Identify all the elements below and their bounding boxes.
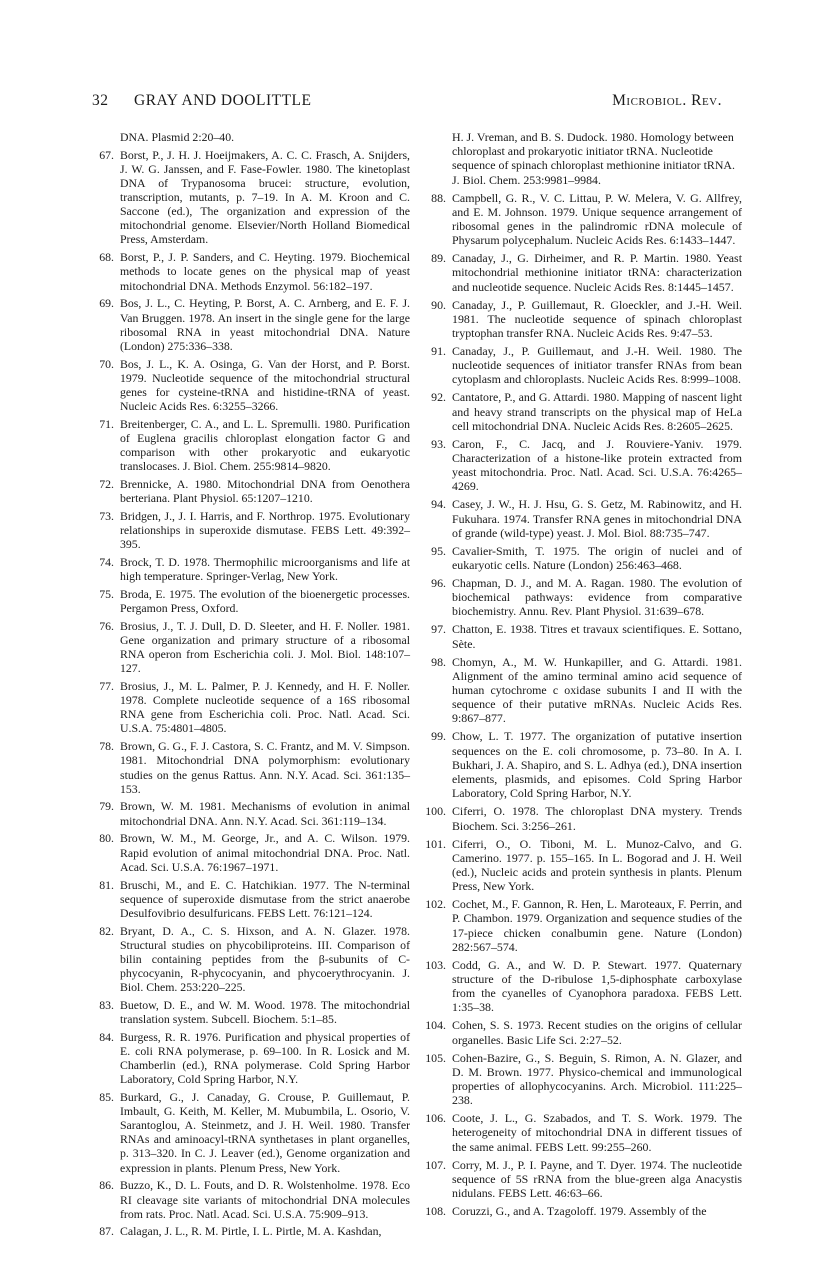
reference-text: Bos, J. L., K. A. Osinga, G. Van der Horst, and P. Borst. 1979. Nucleotide sequence of the mitochondrial structural genes for cysteine-tRNA and histidine-tRNA of yeast. Nucleic Acids Res. 6:3255–3266. [120, 356, 410, 413]
reference-number: 74. [99, 555, 114, 569]
reference-text: Cohen, S. S. 1973. Recent studies on the origins of cellular organelles. Basic Life Sci. 2:27–52. [452, 1018, 742, 1047]
reference-text: Codd, G. A., and W. D. P. Stewart. 1977. Quaternary structure of the D-ribulose 1,5-diphosphate carboxylase from the cyanelles of Cyanophora paradoxa. FEBS Lett. 1:35–38. [452, 957, 742, 1015]
reference-number: 85. [99, 1090, 114, 1105]
reference-text: Ciferri, O. 1978. The chloroplast DNA mystery. Trends Biochem. Sci. 3:256–261. [452, 804, 742, 833]
reference-text: Borst, P., J. H. J. Hoeijmakers, A. C. C. Frasch, A. Snijders, J. W. G. Janssen, and F. Fase-Fowler. 1980. The kinetoplast DNA of Trypanosoma brucei: structure, evolution, transcription, mutants, p. 7–19. In A. M. Kroon and C. Saccone (ed.), The organization and expression of the mitochondrial genome. Elsevier/North Holland Biomedical Press, Amsterdam. [120, 147, 410, 247]
reference-entry [92, 924, 410, 994]
reference-number: 72. [99, 476, 114, 491]
reference-entry [92, 831, 410, 873]
reference-number: 105. [425, 1050, 446, 1065]
reference-entry [424, 729, 742, 800]
reference-text: Calagan, J. L., R. M. Pirtle, I. L. Pirtle, M. A. Kashdan, [120, 1224, 382, 1239]
reference-entry [92, 250, 410, 292]
reference-entry [92, 739, 410, 795]
reference-entry [92, 148, 410, 247]
reference-entry [92, 1178, 410, 1220]
reference-entry [424, 1111, 742, 1154]
reference-text: Cantatore, P., and G. Attardi. 1980. Mapping of nascent light and heavy strand transcripts on the physical map of HeLa cell mitochondrial DNA. Nucleic Acids Res. 8:2605–2625. [452, 390, 742, 433]
reference-text: Canaday, J., P. Guillemaut, R. Gloeckler, and J.-H. Weil. 1981. The nucleotide sequence of spinach chloroplast tryptophan transfer RNA. Nucleic Acids Res. 9:47–53. [452, 297, 742, 341]
reference-number: 98. [431, 654, 446, 669]
reference-number: 90. [431, 297, 446, 312]
reference-entry [424, 958, 742, 1015]
reference-number: 68. [99, 250, 114, 265]
reference-text: Brown, W. M. 1981. Mechanisms of evolution in animal mitochondrial DNA. Ann. N.Y. Acad. Sci. 361:119–134. [120, 799, 410, 828]
reference-entry [92, 509, 410, 551]
reference-continuation: H. J. Vreman, and B. S. Dudock. 1980. Homology between chloroplast and prokaryotic initiator tRNA. Nucleotide sequence of spinach chloroplast methionine initiator tRNA. J. Biol. Chem. 253:9981–9984. [452, 130, 735, 187]
reference-number: 93. [431, 436, 446, 451]
reference-entry [424, 897, 742, 954]
reference-text: Caron, F., C. Jacq, and J. Rouviere-Yaniv. 1979. Characterization of a histone-like protein extracted from yeast mitochondria. Proc. Natl. Acad. Sci. U.S.A. 76:4265–4269. [452, 436, 742, 494]
reference-number: 83. [99, 997, 114, 1012]
reference-number: 71. [99, 416, 114, 431]
reference-entry [92, 417, 410, 473]
reference-entry [424, 804, 742, 832]
page-number: 32 [92, 92, 109, 109]
reference-number: 97. [431, 622, 446, 637]
reference-entry [92, 1224, 410, 1238]
reference-entry [92, 799, 410, 827]
reference-continuation: DNA. Plasmid 2:20–40. [120, 130, 235, 144]
reference-number: 108. [425, 1203, 446, 1218]
reference-text: Coote, J. L., G. Szabados, and T. S. Work. 1979. The heterogeneity of mitochondrial DNA in different tissues of the same animal. FEBS Lett. 99:255–260. [452, 1111, 742, 1154]
reference-number: 102. [425, 897, 446, 912]
reference-text: Chapman, D. J., and M. A. Ragan. 1980. The evolution of biochemical pathways: evidence from comparative biochemistry. Annu. Rev. Plant Physiol. 31:639–678. [452, 576, 742, 619]
reference-text: Canaday, J., G. Dirheimer, and R. P. Martin. 1980. Yeast mitochondrial methionine initiator tRNA: characterization and nucleotide sequence. Nucleic Acids Res. 8:1445–1457. [452, 251, 742, 294]
reference-number: 86. [99, 1178, 114, 1193]
reference-text: Broda, E. 1975. The evolution of the bioenergetic processes. Pergamon Press, Oxford. [120, 586, 410, 616]
reference-entry [424, 1204, 742, 1218]
reference-number: 80. [99, 831, 114, 846]
reference-entry [92, 1090, 410, 1175]
reference-number: 104. [425, 1018, 446, 1033]
page-header [92, 92, 722, 114]
reference-number: 89. [431, 251, 446, 266]
reference-text: Bryant, D. A., C. S. Hixson, and A. N. Glazer. 1978. Structural studies on phycobiliproteins. III. Comparison of bilin containing peptides from the β-subunits of C-phycocyanin, R-phycocyanin, and phycoerythrocyanin. J. Biol. Chem. 253:220–225. [120, 923, 410, 994]
reference-entry [92, 878, 410, 920]
reference-entry [92, 477, 410, 505]
reference-number: 78. [99, 739, 114, 754]
reference-text: Campbell, G. R., V. C. Littau, P. W. Melera, V. G. Allfrey, and E. M. Johnson. 1979. Unique sequence arrangement of ribosomal genes in the palindromic rDNA molecule of Physarum polycephalum. Nucleic Acids Res. 6:1433–1447. [452, 190, 742, 248]
reference-number: 103. [425, 957, 446, 972]
reference-text: Buetow, D. E., and W. M. Wood. 1978. The mitochondrial translation system. Subcell. Biochem. 5:1–85. [120, 997, 410, 1026]
reference-number: 106. [425, 1111, 446, 1126]
reference-number: 67. [99, 147, 114, 162]
reference-text: Brock, T. D. 1978. Thermophilic microorganisms and life at high temperature. Springer-Verlag, New York. [120, 555, 410, 584]
reference-number: 69. [99, 296, 114, 311]
reference-entry [424, 437, 742, 494]
reference-text: Canaday, J., P. Guillemaut, and J.-H. Weil. 1980. The nucleotide sequences of initiator transfer RNAs from bean cytoplasm and chloroplasts. Nucleic Acids Res. 8:999–1008. [452, 344, 742, 387]
reference-text: Bridgen, J., J. I. Harris, and F. Northrop. 1975. Evolutionary relationships in superoxide dismutase. FEBS Lett. 49:392–395. [120, 508, 410, 552]
reference-text: Chomyn, A., M. W. Hunkapiller, and G. Attardi. 1981. Alignment of the amino terminal amino acid sequence of human cytochrome c oxidase subunits I and II with the sequence of their putative mRNAs. Nucleic Acids Res. 9:867–877. [452, 654, 742, 726]
reference-text: Chow, L. T. 1977. The organization of putative insertion sequences on the E. coli chromosome, p. 73–80. In A. I. Bukhari, J. A. Shapiro, and S. L. Adhya (ed.), DNA insertion elements, plasmids, and episomes. Cold Spring Harbor Laboratory, Cold Spring Harbor, N.Y. [452, 729, 742, 801]
reference-number: 100. [425, 804, 446, 819]
reference-entry [424, 622, 742, 650]
reference-text: Breitenberger, C. A., and L. L. Spremulli. 1980. Purification of Euglena gracilis chloroplast elongation factor G and comparison with other prokaryotic and eukaryotic translocases. J. Biol. Chem. 255:9814–9820. [120, 416, 410, 474]
reference-number: 84. [99, 1029, 114, 1044]
reference-number: 76. [99, 618, 114, 633]
reference-entry [424, 497, 742, 540]
reference-number: 101. [425, 836, 446, 851]
reference-text: Cochet, M., F. Gannon, R. Hen, L. Maroteaux, F. Perrin, and P. Chambon. 1979. Organization and sequence studies of the 17-piece chicken conalbumin gene. Nature (London) 282:567–574. [452, 897, 742, 954]
reference-entry [424, 576, 742, 619]
reference-text: Burkard, G., J. Canaday, G. Crouse, P. Guillemaut, P. Imbault, G. Keith, M. Keller, M. Mubumbila, L. Osorio, V. Sarantoglou, A. Steinmetz, and J. H. Weil. 1980. Transfer RNAs and aminoacyl-tRNA synthetases in plant organelles, p. 313–320. In C. J. Leaver (ed.), Genome organization and expression in plants. Plenum Press, New York. [120, 1090, 410, 1175]
reference-entry [92, 296, 410, 352]
reference-number: 75. [99, 586, 114, 601]
reference-entry [92, 679, 410, 735]
reference-text: Ciferri, O., O. Tiboni, M. L. Munoz-Calvo, and G. Camerino. 1977. p. 155–165. In L. Bogorad and J. H. Weil (ed.), Nucleic acids and protein synthesis in plants. Plenum Press, New York. [452, 836, 742, 894]
reference-text: Brosius, J., T. J. Dull, D. D. Sleeter, and H. F. Noller. 1981. Gene organization and primary structure of a ribosomal RNA operon from Escherichia coli. J. Mol. Biol. 148:107–127. [120, 618, 410, 676]
reference-text: Brown, G. G., F. J. Castora, S. C. Frantz, and M. V. Simpson. 1981. Mitochondrial DNA polymorphism: evolutionary studies on the genus Rattus. Ann. N.Y. Acad. Sci. 361:135–153. [120, 739, 410, 796]
reference-number: 82. [99, 923, 114, 938]
reference-entry [92, 1030, 410, 1086]
reference-entry [92, 555, 410, 583]
reference-number: 88. [431, 190, 446, 205]
reference-entry [424, 837, 742, 894]
reference-number: 91. [431, 344, 446, 359]
reference-text: Cohen-Bazire, G., S. Beguin, S. Rimon, A. N. Glazer, and D. M. Brown. 1977. Physico-chemical and immunological properties of allophycocyanins. Arch. Microbiol. 111:225–238. [452, 1050, 742, 1108]
reference-number: 107. [425, 1157, 446, 1172]
reference-entry [424, 390, 742, 433]
reference-number: 96. [431, 576, 446, 591]
reference-text: Bruschi, M., and E. C. Hatchikian. 1977. The N-terminal sequence of superoxide dismutase from the strict anaerobe Desulfovibrio desulfuricans. FEBS Lett. 76:121–124. [120, 877, 410, 920]
reference-text: Buzzo, K., D. L. Fouts, and D. R. Wolstenholme. 1978. Eco RI cleavage site variants of mitochondrial DNA molecules from rats. Proc. Natl. Acad. Sci. U.S.A. 75:909–913. [120, 1178, 410, 1221]
reference-entry [424, 1018, 742, 1046]
reference-number: 87. [99, 1224, 114, 1239]
left-column [92, 130, 410, 1242]
journal-name: Microbiol. Rev. [612, 92, 722, 109]
reference-entry [424, 344, 742, 387]
reference-entry [424, 251, 742, 294]
reference-text: Cavalier-Smith, T. 1975. The origin of nuclei and of eukaryotic cells. Nature (London) 256:463–468. [452, 543, 742, 573]
reference-entry [92, 587, 410, 615]
reference-number: 81. [99, 877, 114, 892]
right-column [424, 130, 742, 1222]
reference-text: Brown, W. M., M. George, Jr., and A. C. Wilson. 1979. Rapid evolution of animal mitochondrial DNA. Proc. Natl. Acad. Sci. U.S.A. 76:1967–1971. [120, 831, 410, 874]
reference-number: 77. [99, 679, 114, 694]
reference-text: Brennicke, A. 1980. Mitochondrial DNA from Oenothera berteriana. Plant Physiol. 65:1207–1210. [120, 476, 410, 506]
reference-entry [424, 1051, 742, 1108]
reference-entry [92, 357, 410, 413]
reference-text: Borst, P., J. P. Sanders, and C. Heyting. 1979. Biochemical methods to locate genes on the physical map of yeast mitochondrial DNA. Methods Enzymol. 56:182–197. [120, 250, 410, 293]
reference-number: 99. [431, 729, 446, 744]
reference-number: 94. [431, 497, 446, 512]
reference-number: 79. [99, 799, 114, 814]
reference-text: Coruzzi, G., and A. Tzagoloff. 1979. Assembly of the [452, 1203, 707, 1218]
reference-text: Brosius, J., M. L. Palmer, P. J. Kennedy, and H. F. Noller. 1978. Complete nucleotide sequence of a 16S ribosomal RNA gene from Escherichia coli. Proc. Natl. Acad. Sci. U.S.A. 75:4801–4805. [120, 679, 410, 736]
reference-number: 95. [431, 543, 446, 558]
reference-entry [424, 1158, 742, 1201]
reference-entry [424, 298, 742, 341]
reference-text: Chatton, E. 1938. Titres et travaux scientifiques. E. Sottano, Sète. [452, 622, 742, 651]
reference-text: Casey, J. W., H. J. Hsu, G. S. Getz, M. Rabinowitz, and H. Fukuhara. 1974. Transfer RNA genes in mitochondrial DNA of grande (wild-type) yeast. J. Mol. Biol. 88:735–747. [452, 497, 742, 540]
reference-entry [92, 998, 410, 1026]
reference-number: 92. [431, 390, 446, 405]
reference-text: Bos, J. L., C. Heyting, P. Borst, A. C. Arnberg, and E. F. J. Van Bruggen. 1978. An insert in the single gene for the large ribosomal RNA in yeast mitochondrial DNA. Nature (London) 275:336–338. [120, 296, 410, 353]
running-authors: GRAY AND DOOLITTLE [134, 92, 312, 109]
reference-entry [424, 544, 742, 572]
reference-entry [92, 619, 410, 675]
reference-number: 70. [99, 356, 114, 371]
reference-number: 73. [99, 508, 114, 523]
reference-text: Burgess, R. R. 1976. Purification and physical properties of E. coli RNA polymerase, p. 69–100. In R. Losick and M. Chamberlin (ed.), RNA polymerase. Cold Spring Harbor Laboratory, Cold Spring Harbor, N.Y. [120, 1029, 410, 1087]
reference-entry [424, 191, 742, 248]
reference-text: Corry, M. J., P. I. Payne, and T. Dyer. 1974. The nucleotide sequence of 5S rRNA from the blue-green alga Anacystis nidulans. FEBS Lett. 46:63–66. [452, 1157, 742, 1200]
reference-entry [424, 655, 742, 726]
